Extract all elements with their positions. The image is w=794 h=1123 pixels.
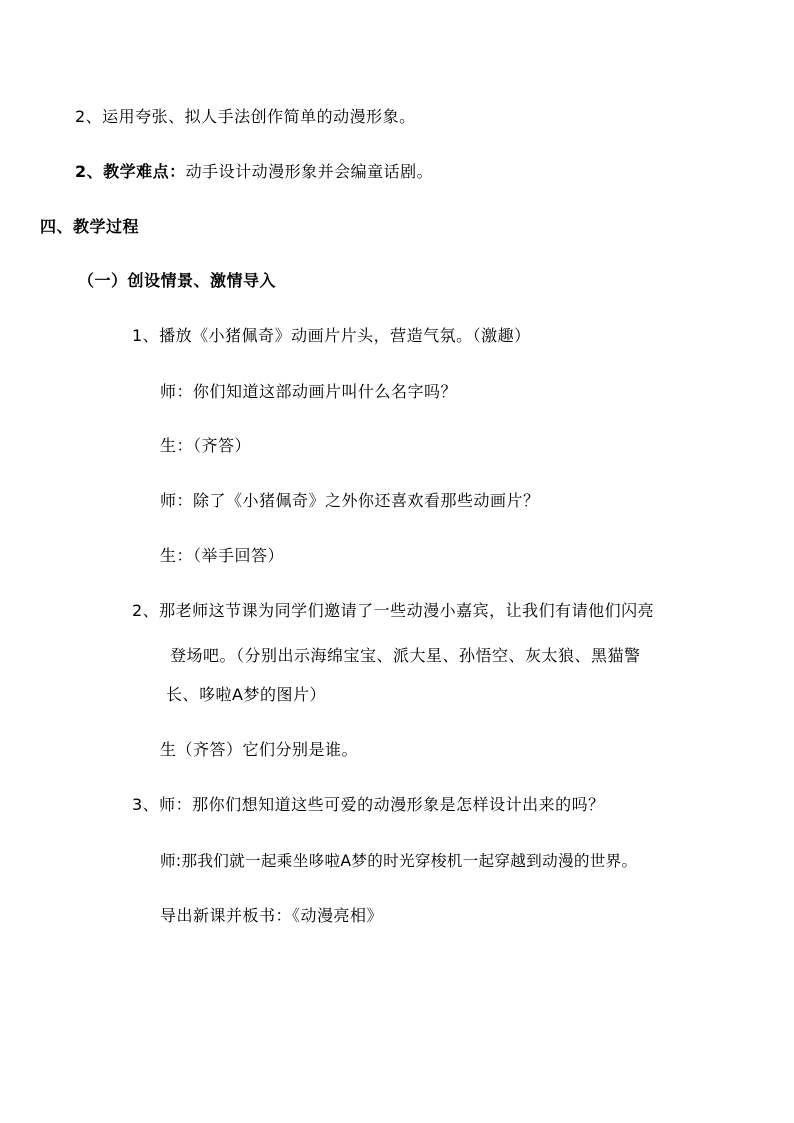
teacher-question-2: 师：除了《小猪佩奇》之外你还喜欢看那些动画片？ (160, 491, 540, 510)
section-4-heading: 四、教学过程 (40, 217, 140, 236)
teacher-question-1: 师：你们知道这部动画片叫什么名字吗？ (160, 382, 458, 401)
step-1-line: 1、播放《小猪佩奇》动画片片头，营造气氛。（激趣） (132, 326, 531, 345)
step-3-line: 3、师：那你们想知道这些可爱的动漫形象是怎样设计出来的吗？ (132, 795, 605, 814)
student-answer-2: 生：（举手回答） (160, 546, 285, 565)
difficulty-label: 2、教学难点： (75, 162, 186, 181)
student-answer-3: 生（齐答）它们分别是谁。 (160, 740, 359, 759)
student-answer-1: 生：（齐答） (160, 436, 252, 455)
difficulty-text: 动手设计动漫形象并会编童话剧。 (185, 162, 434, 181)
board-title-line: 导出新课并板书：《动漫亮相》 (160, 906, 384, 925)
step-2-continuation-1: 登场吧。（分别出示海绵宝宝、派大星、孙悟空、灰太狼、黑猫警 (170, 646, 641, 665)
difficulty-line (75, 161, 433, 183)
step-2-continuation-2: 长、哆啦A梦的图片） (166, 685, 326, 704)
goal-2-line: 2、运用夸张、拟人手法创作简单的动漫形象。 (75, 107, 416, 126)
teacher-line-3: 师:那我们就一起乘坐哆啦A梦的时光穿梭机一起穿越到动漫的世界。 (160, 852, 638, 870)
step-2-line: 2、那老师这节课为同学们邀请了一些动漫小嘉宾，让我们有请他们闪亮 (132, 601, 655, 620)
subsection-1-heading: （一）创设情景、激情导入 (78, 271, 277, 290)
